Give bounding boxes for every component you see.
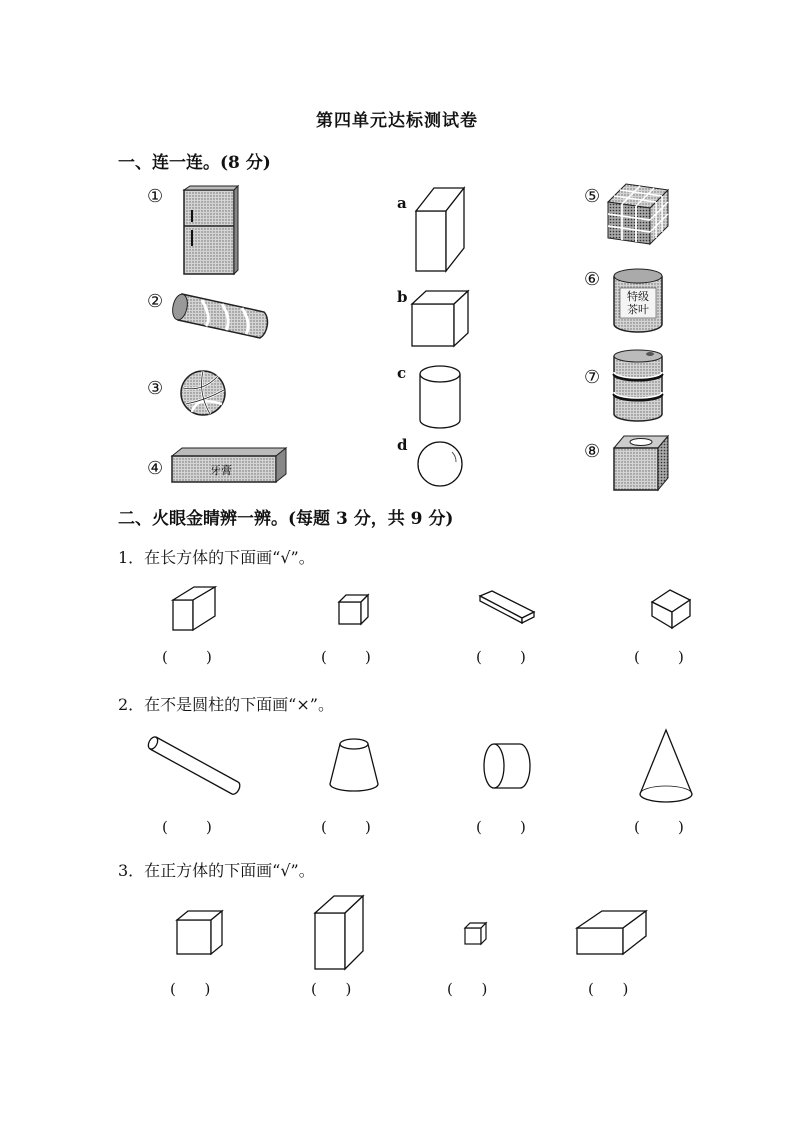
object-number-5: ⑤ [584, 186, 601, 207]
object-number-1: ① [147, 186, 164, 207]
rubiks-cube-image [606, 182, 670, 246]
shape-letter-d: d [397, 436, 408, 454]
q1-answer-1[interactable]: ( ) [162, 648, 212, 666]
cuboid-shape-a [415, 186, 467, 274]
q2-shape-4-cone [638, 728, 694, 804]
shape-letter-b: b [397, 288, 408, 306]
object-number-3: ③ [147, 378, 164, 399]
q1-shape-3-flat-cuboid [478, 590, 538, 626]
oil-drum-image [610, 348, 666, 424]
cylinder-shape-c [418, 364, 464, 430]
object-number-7: ⑦ [584, 367, 601, 388]
page-title: 第四单元达标测试卷 [316, 111, 478, 131]
volleyball-image [178, 368, 230, 418]
tea-can-label-2: 茶叶 [627, 303, 649, 316]
q1-answer-3[interactable]: ( ) [476, 648, 526, 666]
question-3-text: 3．在正方体的下面画“√”。 [118, 861, 315, 880]
paper-roll-image [172, 290, 277, 340]
q2-shape-2-frustum [328, 736, 380, 794]
object-number-2: ② [147, 291, 164, 312]
q2-shape-3-short-cylinder [482, 742, 532, 790]
q3-answer-3[interactable]: ( ) [447, 980, 488, 998]
object-number-4: ④ [147, 458, 164, 479]
q1-answer-2[interactable]: ( ) [321, 648, 371, 666]
q1-shape-2-cube [338, 594, 372, 626]
section1-heading: 一、连一连。(8 分) [118, 153, 271, 173]
q2-answer-1[interactable]: ( ) [162, 818, 212, 836]
shape-letter-a: a [397, 194, 407, 212]
question-2-text: 2．在不是圆柱的下面画“×”。 [118, 695, 334, 714]
q3-answer-4[interactable]: ( ) [588, 980, 629, 998]
object-number-8: ⑧ [584, 441, 601, 462]
q3-shape-3-small-cube [464, 922, 490, 946]
q3-shape-1-cube [176, 910, 226, 958]
tissue-box-image [612, 434, 670, 492]
object-number-6: ⑥ [584, 269, 601, 290]
fridge-image [180, 186, 240, 278]
q1-answer-4[interactable]: ( ) [634, 648, 684, 666]
sphere-shape-d [416, 440, 466, 490]
q2-answer-4[interactable]: ( ) [634, 818, 684, 836]
q1-shape-1-cuboid [172, 586, 220, 634]
toothpaste-label: 牙膏 [210, 464, 232, 477]
q3-shape-4-long-cuboid [576, 910, 648, 958]
section2-heading: 二、火眼金睛辨一辨。(每题 3 分，共 9 分) [118, 509, 454, 529]
q2-answer-2[interactable]: ( ) [321, 818, 371, 836]
q2-answer-3[interactable]: ( ) [476, 818, 526, 836]
q3-answer-1[interactable]: ( ) [170, 980, 211, 998]
question-1-text: 1．在长方体的下面画“√”。 [118, 548, 315, 567]
shape-letter-c: c [397, 364, 407, 382]
q3-shape-2-tall-cuboid [314, 895, 366, 971]
tea-can-label-1: 特级 [627, 290, 649, 303]
q1-shape-4-cube [650, 588, 692, 630]
q3-answer-2[interactable]: ( ) [311, 980, 352, 998]
cube-shape-b [411, 290, 471, 348]
q2-shape-1-tilted-cylinder [148, 736, 242, 798]
